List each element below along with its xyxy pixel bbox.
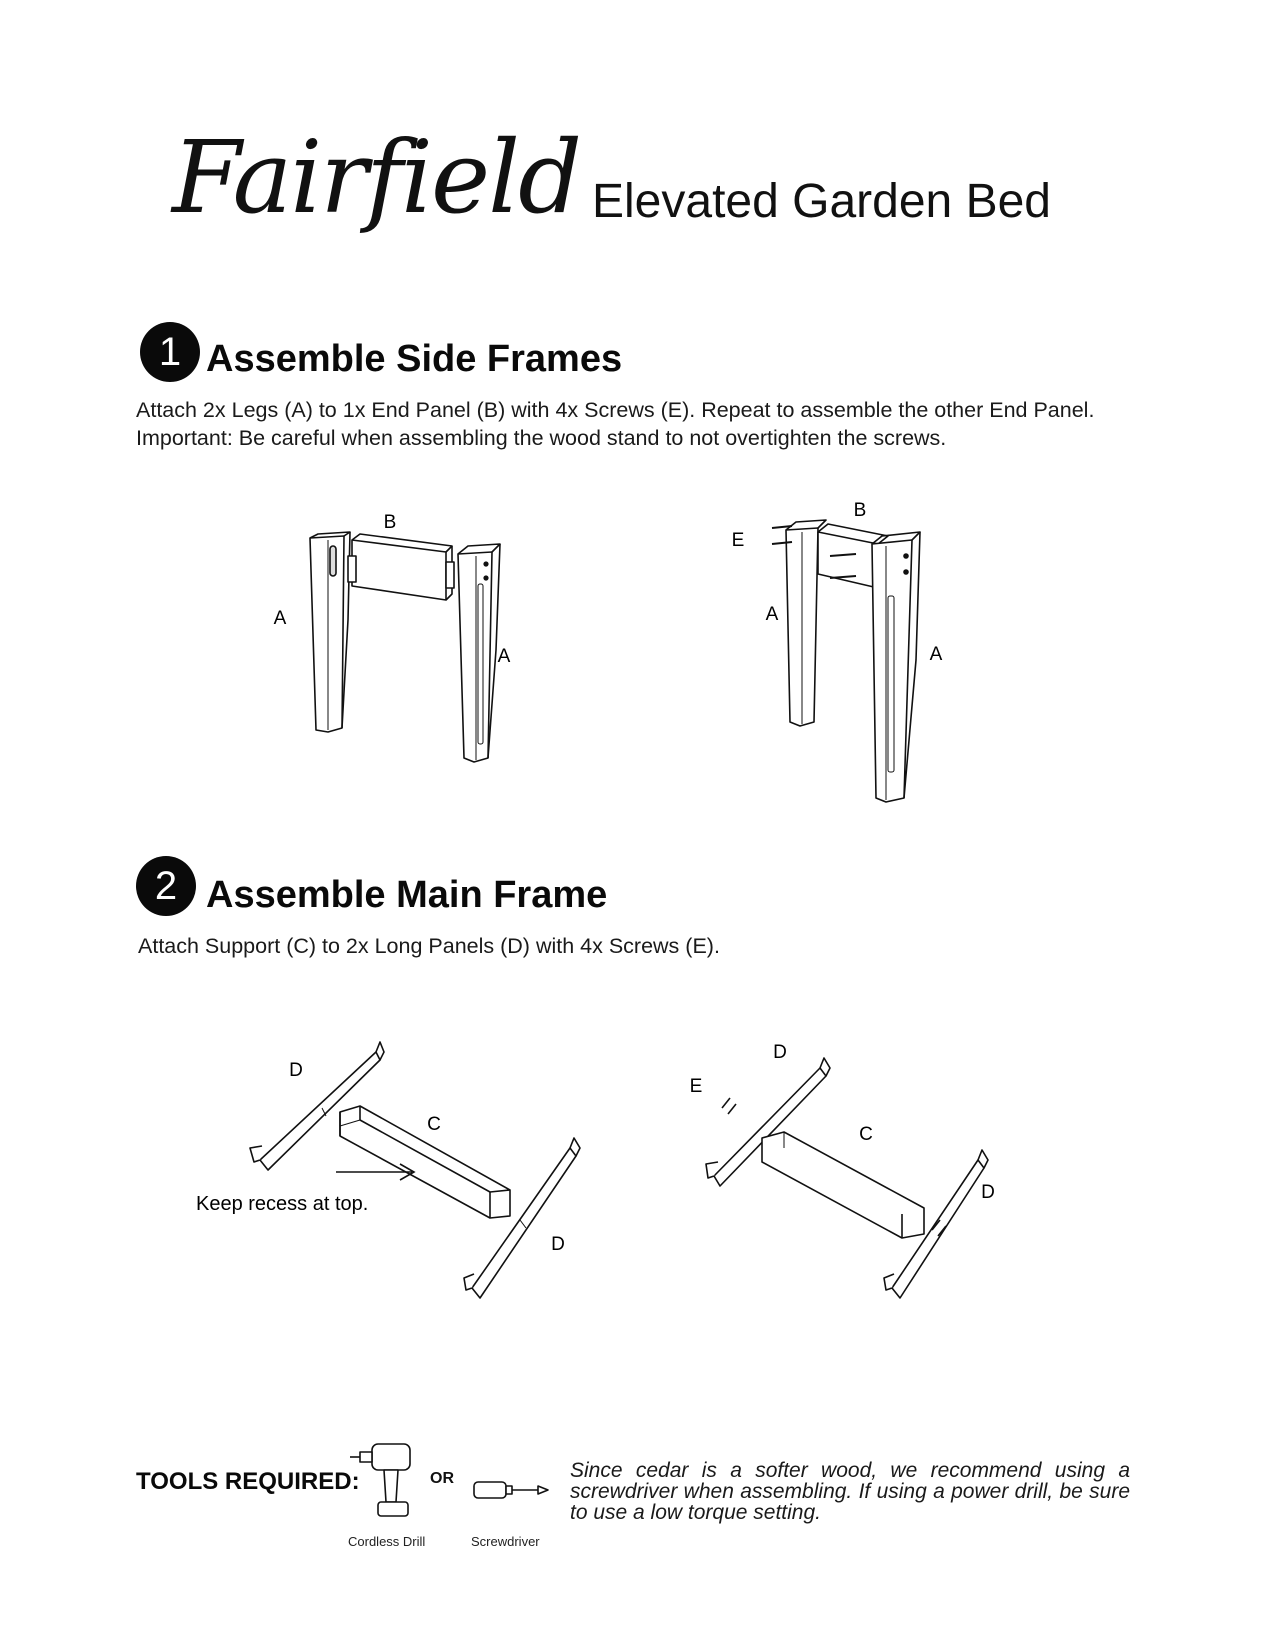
label-a-right: A [497, 646, 511, 667]
label-c: C [859, 1124, 873, 1145]
step-1-number: 1 [140, 322, 200, 382]
tool-caption-screwdriver: Screwdriver [471, 1534, 540, 1549]
support-c [762, 1132, 924, 1238]
label-a-left: A [273, 608, 287, 629]
tools-required-label: TOOLS REQUIRED: [136, 1468, 360, 1495]
leg-a-left [310, 536, 344, 732]
label-e: E [731, 530, 745, 551]
step-2-line-1: Attach Support (C) to 2x Long Panels (D) with 4x Screws (E). [138, 934, 720, 958]
tool-caption-drill: Cordless Drill [348, 1534, 426, 1549]
label-d-lower: D [551, 1234, 565, 1255]
leg-a-right [458, 552, 492, 762]
label-d-lower: D [981, 1182, 995, 1203]
side-frame-assembled-illustration [720, 500, 1020, 810]
recess-callout: Keep recess at top. [196, 1193, 369, 1215]
label-a-back: A [765, 604, 779, 625]
side-frame-exploded-illustration [260, 500, 560, 790]
cordless-drill-icon [350, 1440, 420, 1520]
or-label: OR [430, 1470, 454, 1487]
step-1-line-2: Important: Be careful when assembling the wood stand to not overtighten the screws. [136, 426, 947, 450]
step-1-line-1: Attach 2x Legs (A) to 1x End Panel (B) with 4x Screws (E). Repeat to assemble the other End Panel. [136, 398, 1095, 422]
step-2-title: Assemble Main Frame [206, 874, 608, 916]
product-subtitle: Elevated Garden Bed [592, 175, 1051, 228]
step-2-instructions [138, 932, 720, 960]
label-e: E [689, 1076, 703, 1097]
step-1-instructions [136, 396, 1094, 452]
main-frame-assembled-illustration [660, 1030, 1010, 1300]
label-d-upper: D [289, 1060, 303, 1081]
step-1-title: Assemble Side Frames [206, 338, 623, 380]
end-panel-b [352, 540, 446, 600]
label-a-front: A [929, 644, 943, 665]
label-c: C [427, 1114, 441, 1135]
label-b: B [383, 512, 397, 533]
label-d-upper: D [773, 1042, 787, 1063]
end-panel-b-assembled [818, 532, 878, 588]
step-2-number: 2 [136, 856, 196, 916]
screwdriver-icon [472, 1478, 552, 1502]
long-panel-d-lower [472, 1148, 576, 1298]
main-frame-exploded-illustration [190, 1030, 610, 1310]
label-b: B [853, 500, 867, 521]
tools-note: Since cedar is a softer wood, we recommend using a screwdriver when assembling. If using a power drill, be sure to use a low torque setting. [570, 1459, 1130, 1524]
brand-title: Fairfield [172, 119, 581, 236]
